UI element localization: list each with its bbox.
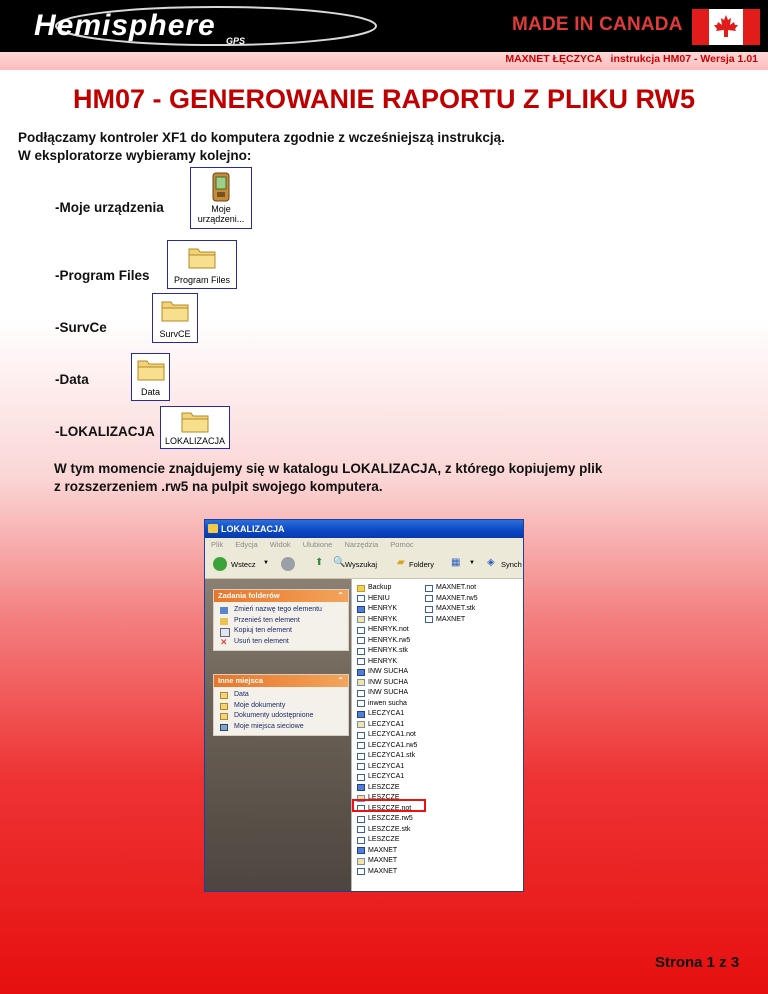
page-title: HM07 - GENEROWANIE RAPORTU Z PLIKU RW5: [72, 84, 696, 114]
file-name: MAXNET: [368, 846, 398, 854]
application-icon: [357, 669, 365, 676]
up-folder-icon[interactable]: ⬆: [315, 557, 324, 568]
task-rename[interactable]: Zmień nazwę tego elementu: [214, 605, 348, 616]
file-name: MAXNET.not: [436, 584, 477, 591]
pda-device-icon: [211, 172, 231, 202]
move-icon: [220, 618, 228, 625]
file-item[interactable]: [356, 709, 404, 720]
step-icon-moje-urzadzenia[interactable]: [190, 167, 252, 229]
file-item[interactable]: [356, 667, 408, 678]
file-item[interactable]: [356, 856, 397, 867]
folder-icon: [161, 298, 189, 322]
file-icon: [425, 606, 433, 613]
sync-icon[interactable]: ◈: [487, 557, 495, 568]
file-icon: [357, 816, 365, 823]
file-name: LESZCZE: [368, 794, 400, 801]
file-item[interactable]: [356, 814, 413, 825]
file-item[interactable]: [356, 594, 390, 605]
back-arrow-icon[interactable]: [213, 557, 227, 571]
place-shared-documents[interactable]: Dokumenty udostępnione: [214, 711, 348, 722]
file-icon: [425, 616, 433, 623]
explorer-title: LOKALIZACJA: [221, 524, 285, 534]
menu-pomoc[interactable]: Pomoc: [390, 540, 414, 549]
step-icon-program-files[interactable]: [167, 240, 237, 289]
explorer-window: [204, 519, 524, 892]
icon-caption: Moje urządzeni...: [197, 204, 245, 224]
note-text: [54, 460, 602, 496]
file-name: INW SUCHA: [368, 689, 409, 696]
file-item[interactable]: [356, 751, 415, 762]
note-line-2: z rozszerzeniem .rw5 na pulpit swojego komputera.: [54, 479, 383, 494]
file-name: INW SUCHA: [368, 668, 409, 675]
file-item[interactable]: [356, 762, 404, 773]
hemisphere-logo: [26, 6, 386, 46]
place-data[interactable]: Data: [214, 690, 348, 701]
sync-button[interactable]: Synch: [501, 560, 522, 569]
menu-ulubione[interactable]: Ulubione: [302, 540, 333, 549]
file-name: HENIU: [368, 594, 390, 602]
file-name: LECZYCA1.not: [368, 731, 416, 738]
header-band: [0, 0, 768, 52]
file-item[interactable]: [356, 720, 404, 731]
file-name: LECZYCA1: [368, 773, 405, 780]
search-button[interactable]: Wyszukaj: [345, 560, 378, 569]
folder-tasks-panel: [213, 589, 349, 651]
step-label-program-files: -Program Files: [55, 268, 150, 283]
intro-text: [18, 129, 505, 165]
svg-text:Hemisphere: Hemisphere: [34, 9, 216, 42]
folder-icon: [208, 524, 218, 533]
file-icon: [357, 742, 365, 749]
file-icon: [357, 637, 365, 644]
file-item[interactable]: [356, 636, 410, 647]
menu-edycja[interactable]: Edycja: [235, 540, 258, 549]
folder-icon: [137, 357, 165, 381]
folder-tasks-header[interactable]: [214, 590, 348, 602]
file-name: LECZYCA1.rw5: [368, 741, 418, 749]
file-icon: [357, 868, 365, 875]
file-item[interactable]: [424, 583, 476, 594]
file-item[interactable]: [356, 625, 409, 636]
file-name: HENRYK: [368, 615, 398, 623]
subheader: [0, 52, 768, 70]
file-item[interactable]: [356, 867, 397, 878]
file-item[interactable]: [356, 699, 407, 710]
file-icon: [357, 700, 365, 707]
page-number: Strona 1 z 3: [655, 954, 740, 971]
forward-arrow-icon[interactable]: [281, 557, 295, 571]
folder-tasks-title: Zadania folderów: [218, 591, 280, 600]
step-label-data: -Data: [55, 372, 89, 387]
file-name: HENRYK: [368, 657, 398, 665]
folders-icon[interactable]: ▰: [397, 557, 405, 568]
made-in-canada: MADE IN CANADA: [512, 14, 683, 35]
back-dropdown-icon[interactable]: ▼: [263, 560, 269, 566]
my-documents-icon: [220, 703, 228, 710]
file-name: LESZCZE: [368, 783, 400, 791]
file-item[interactable]: [356, 615, 397, 626]
shortcut-icon: [357, 721, 365, 728]
task-delete[interactable]: ✕ Usuń ten element: [220, 636, 289, 647]
file-name: HENRYK.not: [368, 626, 409, 633]
file-icon: [357, 595, 365, 602]
file-icon: [357, 774, 365, 781]
file-item[interactable]: [356, 835, 400, 846]
collapse-icon[interactable]: ⌃: [337, 676, 344, 685]
file-list-pane: [351, 579, 524, 891]
file-name: LECZYCA1: [368, 720, 405, 728]
step-icon-survce[interactable]: [152, 293, 198, 343]
file-item[interactable]: [356, 678, 408, 689]
menu-widok[interactable]: Widok: [269, 540, 291, 549]
intro-line-2: W eksploratorze wybieramy kolejno:: [18, 148, 252, 163]
file-icon: [357, 826, 365, 833]
step-icon-data[interactable]: [131, 353, 170, 401]
back-button[interactable]: Wstecz: [231, 560, 256, 569]
highlight-box: [352, 799, 426, 812]
task-copy[interactable]: Kopiuj ten element: [214, 626, 348, 637]
step-icon-lokalizacja[interactable]: [160, 406, 230, 449]
explorer-body: [205, 579, 523, 891]
file-name: MAXNET: [368, 857, 398, 864]
place-my-documents[interactable]: Moje dokumenty: [214, 701, 348, 712]
views-icon[interactable]: ▦: [451, 557, 461, 568]
file-icon: [357, 658, 365, 665]
file-icon: [425, 585, 433, 592]
application-icon: [357, 847, 365, 854]
file-name: HENRYK: [368, 605, 398, 612]
file-icon: [357, 732, 365, 739]
icon-caption: LOKALIZACJA: [164, 436, 226, 446]
rename-icon: [220, 607, 228, 614]
network-icon: [220, 724, 228, 731]
folder-icon: [188, 245, 216, 269]
other-places-panel: [213, 674, 349, 736]
place-network[interactable]: Moje miejsca sieciowe: [214, 722, 348, 733]
other-places-title: Inne miejsca: [218, 676, 264, 685]
file-icon: [357, 753, 365, 760]
file-name: LESZCZE: [368, 836, 400, 843]
icon-caption: Data: [140, 387, 160, 397]
svg-text:GPS: GPS: [226, 36, 246, 46]
explorer-menu-bar: [205, 538, 523, 552]
folder-icon: [357, 585, 365, 592]
menu-plik[interactable]: Plik: [211, 540, 224, 549]
file-name: HENRYK.stk: [368, 647, 408, 654]
file-name: LESZCZE.rw5: [368, 815, 413, 822]
delete-icon: ✕: [220, 636, 228, 647]
file-item[interactable]: [424, 604, 475, 615]
file-icon: [357, 763, 365, 770]
explorer-toolbar: [205, 552, 523, 579]
application-icon: [357, 711, 365, 718]
file-item[interactable]: [356, 657, 397, 668]
file-icon: [425, 595, 433, 602]
canada-flag-icon: [692, 9, 760, 45]
file-name: LECZYCA1: [368, 762, 405, 770]
file-item[interactable]: [356, 741, 417, 752]
step-label-survce: -SurvCe: [55, 320, 107, 335]
file-name: inwen sucha: [368, 699, 407, 707]
file-item[interactable]: [356, 772, 404, 783]
file-name: LECZYCA1: [368, 710, 405, 717]
file-name: MAXNET.rw5: [436, 594, 478, 602]
shortcut-icon: [357, 679, 365, 686]
collapse-icon[interactable]: ⌃: [337, 591, 344, 600]
explorer-title-bar: [205, 520, 523, 538]
file-item[interactable]: [356, 583, 391, 594]
other-places-header[interactable]: [214, 675, 348, 687]
file-item[interactable]: [424, 594, 478, 605]
folder-icon: [220, 692, 228, 699]
file-item[interactable]: [356, 646, 408, 657]
shared-folder-icon: [220, 713, 228, 720]
file-name: INW SUCHA: [368, 678, 409, 686]
application-icon: [357, 784, 365, 791]
file-icon: [357, 627, 365, 634]
shortcut-icon: [357, 858, 365, 865]
note-line-1: W tym momencie znajdujemy się w katalogu LOKALIZACJA, z którego kopiujemy plik: [54, 461, 603, 476]
file-name: MAXNET.stk: [436, 605, 476, 612]
task-move[interactable]: Przenieś ten element: [214, 616, 348, 627]
file-item[interactable]: [356, 604, 397, 615]
file-name: MAXNET: [436, 615, 466, 623]
application-icon: [357, 606, 365, 613]
file-item[interactable]: [356, 846, 397, 857]
subheader-text: MAXNET ŁĘCZYCA instrukcja HM07 - Wersja 1.01: [505, 53, 758, 65]
file-item[interactable]: [356, 825, 410, 836]
icon-caption: SurvCE: [159, 329, 191, 339]
file-name: HENRYK.rw5: [368, 636, 411, 644]
file-name: Backup: [368, 584, 392, 591]
views-dropdown-icon[interactable]: ▼: [469, 560, 475, 566]
task-pane: [205, 579, 351, 891]
file-icon: [357, 648, 365, 655]
file-name: LECZYCA1.stk: [368, 752, 416, 759]
search-icon[interactable]: 🔍: [333, 557, 346, 568]
file-item[interactable]: [356, 730, 416, 741]
step-label-moje-urzadzenia: -Moje urządzenia: [55, 200, 164, 215]
step-label-lokalizacja: -LOKALIZACJA: [55, 424, 155, 439]
file-item[interactable]: [424, 615, 465, 626]
folder-icon: [181, 409, 209, 433]
file-name: LESZCZE.stk: [368, 825, 411, 833]
icon-caption: Program Files: [173, 275, 230, 285]
file-item[interactable]: [356, 783, 400, 794]
file-item[interactable]: [356, 688, 408, 699]
shortcut-icon: [357, 616, 365, 623]
file-icon: [357, 690, 365, 697]
file-name: LESZCZE.not: [368, 804, 412, 812]
folders-button[interactable]: Foldery: [409, 560, 435, 569]
file-icon: [357, 837, 365, 844]
menu-narzedzia[interactable]: Narzędzia: [344, 540, 379, 549]
intro-line-1: Podłączamy kontroler XF1 do komputera zgodnie z wcześniejszą instrukcją.: [18, 130, 505, 145]
file-name: MAXNET: [368, 867, 398, 875]
